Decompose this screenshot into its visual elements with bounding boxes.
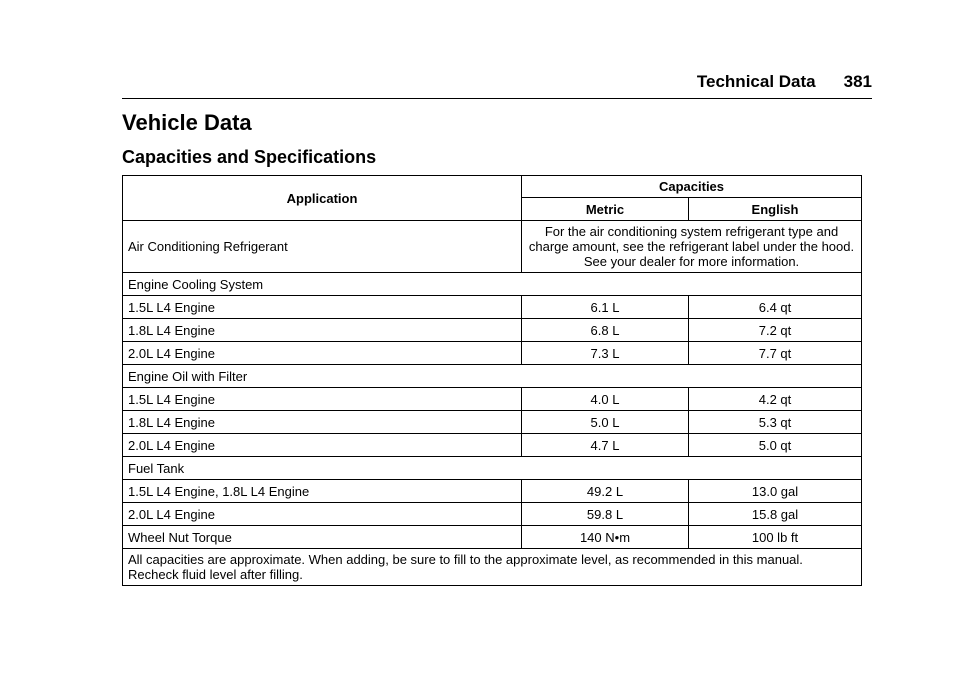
table-row [123, 480, 862, 503]
capacities-table [122, 175, 862, 586]
engine-label: 2.0L L4 Engine [123, 434, 522, 457]
metric-value: 5.0 L [522, 411, 689, 434]
table-row [123, 296, 862, 319]
table-row [123, 411, 862, 434]
metric-value: 7.3 L [522, 342, 689, 365]
metric-value: 59.8 L [522, 503, 689, 526]
page-title: Vehicle Data [122, 110, 252, 135]
english-value: 13.0 gal [689, 480, 862, 503]
table-row [123, 342, 862, 365]
ac-refrigerant-note: For the air conditioning system refrigerant type and charge amount, see the refrigerant label under the hood. See your dealer for more information. [522, 221, 862, 273]
section-title: Technical Data [696, 72, 816, 91]
english-value: 100 lb ft [689, 526, 862, 549]
english-value: 5.3 qt [689, 411, 862, 434]
section-heading: Capacities and Specifications [122, 147, 377, 167]
english-value: 7.2 qt [689, 319, 862, 342]
group-label-fuel: Fuel Tank [123, 457, 862, 480]
metric-value: 6.1 L [522, 296, 689, 319]
engine-label: 1.8L L4 Engine [123, 319, 522, 342]
metric-value: 4.7 L [522, 434, 689, 457]
group-label-oil: Engine Oil with Filter [123, 365, 862, 388]
engine-label: 1.5L L4 Engine, 1.8L L4 Engine [123, 480, 522, 503]
metric-value: 49.2 L [522, 480, 689, 503]
table-row [123, 221, 862, 273]
group-label-cooling: Engine Cooling System [123, 273, 862, 296]
header-metric: Metric [522, 198, 689, 221]
table-row [123, 503, 862, 526]
page-number: 381 [843, 72, 872, 91]
engine-label: 2.0L L4 Engine [123, 503, 522, 526]
table-group-row [123, 365, 862, 388]
header-english: English [689, 198, 862, 221]
metric-value: 6.8 L [522, 319, 689, 342]
table-header-row [123, 176, 862, 198]
table-row [123, 388, 862, 411]
header-application: Application [123, 176, 522, 221]
header-capacities: Capacities [522, 176, 862, 198]
table-footnote-row [123, 549, 862, 586]
engine-label: 1.5L L4 Engine [123, 296, 522, 319]
english-value: 4.2 qt [689, 388, 862, 411]
table-group-row [123, 457, 862, 480]
english-value: 15.8 gal [689, 503, 862, 526]
table-group-row [123, 273, 862, 296]
english-value: 6.4 qt [689, 296, 862, 319]
engine-label: 2.0L L4 Engine [123, 342, 522, 365]
english-value: 5.0 qt [689, 434, 862, 457]
engine-label: 1.8L L4 Engine [123, 411, 522, 434]
english-value: 7.7 qt [689, 342, 862, 365]
engine-label: 1.5L L4 Engine [123, 388, 522, 411]
row-label-ac-refrigerant: Air Conditioning Refrigerant [123, 221, 522, 273]
table-row [123, 434, 862, 457]
capacities-footnote: All capacities are approximate. When adding, be sure to fill to the approximate level, as recommended in this manual. Recheck fluid level after filling. [123, 549, 862, 586]
table-row [123, 526, 862, 549]
page-header [122, 72, 872, 99]
row-label-wheel-nut-torque: Wheel Nut Torque [123, 526, 522, 549]
metric-value: 140 N•m [522, 526, 689, 549]
table-row [123, 319, 862, 342]
metric-value: 4.0 L [522, 388, 689, 411]
